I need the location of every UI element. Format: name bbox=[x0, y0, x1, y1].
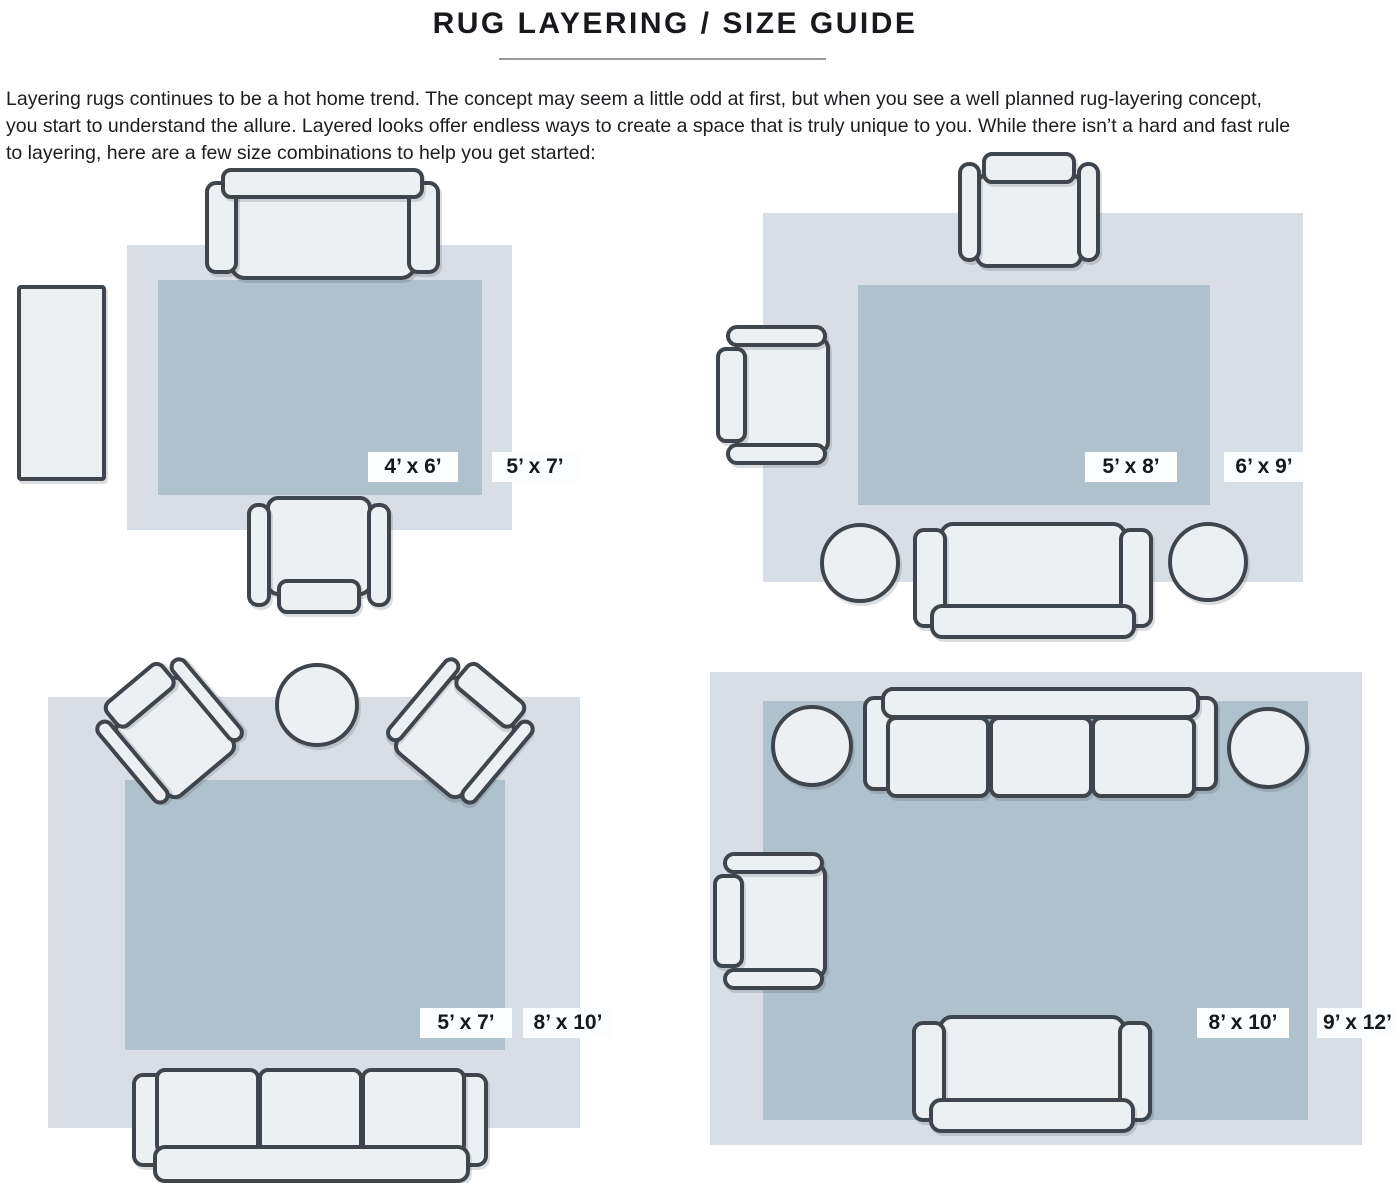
armchair-arm-right bbox=[367, 503, 391, 607]
outer-rug-size-label: 6’ x 9’ bbox=[1224, 452, 1304, 482]
intro-line: Layering rugs continues to be a hot home trend. The concept may seem a little odd at first, but when you see a well planned rug-layering concept, bbox=[6, 88, 1262, 110]
armchair-arm-bottom bbox=[726, 443, 826, 465]
inner-rug-size-label: 5’ x 8’ bbox=[1085, 452, 1177, 482]
sofa bbox=[913, 522, 1153, 639]
armchair-back-cushion bbox=[982, 152, 1076, 184]
armchair-arm-bottom bbox=[723, 968, 823, 990]
seat-cushion bbox=[361, 1068, 466, 1155]
seat-cushion bbox=[989, 716, 1093, 798]
armchair-back-cushion bbox=[716, 347, 747, 442]
outer-rug-size-label: 9’ x 12’ bbox=[1317, 1008, 1397, 1038]
loveseat-back-cushion bbox=[929, 1098, 1135, 1133]
outer-rug-size-label: 8’ x 10’ bbox=[523, 1008, 613, 1038]
three-seat-sofa bbox=[132, 1068, 488, 1183]
armchair bbox=[716, 325, 830, 465]
armchair-arm-top bbox=[726, 325, 826, 347]
armchair-seat bbox=[735, 336, 830, 454]
armchair bbox=[247, 496, 391, 614]
seat-cushion bbox=[258, 1068, 363, 1155]
intro-paragraph bbox=[6, 86, 1396, 167]
round-side-table bbox=[275, 663, 359, 747]
armchair-arm-top bbox=[723, 852, 823, 874]
armchair bbox=[958, 152, 1100, 268]
console-table bbox=[17, 285, 106, 481]
armchair-back-cushion bbox=[713, 874, 744, 968]
armchair-seat bbox=[732, 863, 827, 979]
armchair-seat bbox=[975, 173, 1083, 268]
loveseat bbox=[912, 1015, 1152, 1133]
armchair bbox=[713, 852, 827, 990]
intro-line: you start to understand the allure. Layered looks offer endless ways to create a space that is truly unique to you. While there isn’t a hard and fast rule bbox=[6, 115, 1291, 137]
inner-rug-size-label: 8’ x 10’ bbox=[1197, 1008, 1289, 1038]
seat-cushion bbox=[155, 1068, 260, 1155]
inner-rug-size-label: 5’ x 7’ bbox=[420, 1008, 512, 1038]
armchair-arm-left bbox=[247, 503, 271, 607]
sofa-back-cushion bbox=[881, 687, 1201, 719]
sofa-back-cushion bbox=[930, 604, 1136, 639]
page-title: RUG LAYERING / SIZE GUIDE bbox=[432, 7, 918, 40]
armchair-arm-right bbox=[1077, 162, 1100, 262]
sofa bbox=[205, 168, 440, 280]
round-side-table bbox=[771, 705, 853, 787]
sofa-seat bbox=[229, 190, 417, 280]
round-side-table bbox=[1168, 522, 1248, 602]
seat-cushion bbox=[886, 716, 990, 798]
three-seat-sofa bbox=[863, 687, 1218, 798]
title-divider bbox=[499, 58, 826, 60]
round-side-table bbox=[820, 523, 900, 603]
seat-cushion bbox=[1091, 716, 1195, 798]
armchair-back-cushion bbox=[277, 579, 361, 614]
outer-rug-size-label: 5’ x 7’ bbox=[492, 452, 578, 482]
sofa-back-cushion bbox=[221, 168, 423, 199]
round-side-table bbox=[1227, 707, 1309, 789]
intro-line: to layering, here are a few size combinations to help you get started: bbox=[6, 142, 596, 164]
sofa-back-cushion bbox=[153, 1145, 470, 1183]
armchair-arm-left bbox=[958, 162, 981, 262]
inner-rug-size-label: 4’ x 6’ bbox=[368, 452, 458, 482]
